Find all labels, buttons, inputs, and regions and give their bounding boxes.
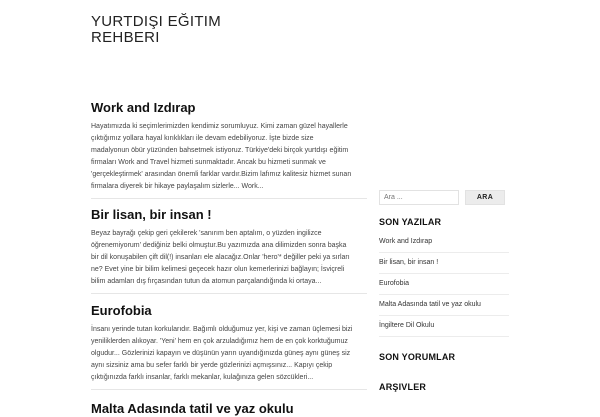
list-item — [379, 232, 509, 253]
search-button[interactable]: ARA — [465, 190, 505, 205]
excerpt-line: Beyaz bayrağı çekip geri çekilerek 'sanırım ben aptalım, o yüzden ingilizce — [91, 230, 322, 237]
site-title[interactable] — [91, 14, 221, 46]
list-item — [379, 253, 509, 274]
post-excerpt — [91, 324, 367, 384]
excerpt-line: öğrenemiyorum' dediğiniz belki olmuştur.Bu yazımızda ana dilimizden sonra başka — [91, 242, 347, 249]
excerpt-line: çıktığınızda farklı insanlar, farklı mekanlar, kulağınıza gelen sözcükleri... — [91, 374, 314, 381]
search-input[interactable] — [379, 190, 459, 205]
excerpt-line: çıktığımız yollara hayal kırıklıkları ile devam edebiliyoruz. İşte bizde size — [91, 135, 314, 142]
excerpt-line: madalyonun öbür yüzünden bahsetmek istiyoruz. Türkiye'deki birçok yurtdışı eğitim — [91, 147, 349, 154]
list-item — [379, 295, 509, 316]
post — [91, 293, 367, 389]
search-form — [379, 190, 509, 205]
excerpt-line: bir dil konuşabilen çift dil(!) insanları ele alacağız.Onlar 'hero'* değiller peki ya sırları — [91, 254, 350, 261]
main-content — [91, 100, 367, 417]
post-title[interactable]: Eurofobia — [91, 303, 152, 318]
excerpt-line: yeniliklerden alıkoyar. 'Yeni' hem en çok arzuladığımız hem de en çok korktuğumuz — [91, 338, 348, 345]
post — [91, 100, 367, 198]
excerpt-line: aynı sizsiniz ama bu sefer farklı bir yerde gözlerinizi açmışsınız... Kapıyı çekip — [91, 362, 333, 369]
recent-comments-title: SON YORUMLAR — [379, 352, 456, 362]
post-title[interactable]: Work and Izdırap — [91, 100, 196, 115]
recent-posts-title: SON YAZILAR — [379, 217, 442, 227]
recent-post-link[interactable]: Malta Adasında tatil ve yaz okulu — [379, 301, 481, 308]
list-item — [379, 274, 509, 295]
post-excerpt — [91, 121, 367, 193]
recent-post-link[interactable]: Work and Izdırap — [379, 238, 433, 245]
excerpt-line: firmaları Work and Travel hizmeti sunmaktadır. Ancak bu hizmeti sunmak ve — [91, 159, 326, 166]
excerpt-line: ne? Evet yine bir bilim kelimesi geçecek hazır olun kemerlerinizi bağlayın; İsviçreli — [91, 266, 345, 273]
excerpt-line: 'gerçekleştirmek' arasından önemli farklar vardır.Bizim lafımız kalitesiz hizmet sunan — [91, 171, 352, 178]
excerpt-line: firmalara diyerek bir hikaye paylaşalım sizlerle... Work... — [91, 183, 264, 190]
excerpt-line: olgudur... Gözlerinizi kapayın ve düşünün yarın uyandığınızda güneş aynı güneş siz — [91, 350, 351, 357]
recent-post-link[interactable]: Eurofobia — [379, 280, 409, 287]
archives-title: ARŞIVLER — [379, 382, 427, 392]
post — [91, 389, 367, 417]
recent-post-link[interactable]: İngiltere Dil Okulu — [379, 322, 435, 329]
site-title-line1[interactable]: YURTDIŞI EĞITIM — [91, 13, 222, 30]
list-item — [379, 316, 509, 337]
site-title-line2[interactable]: REHBERI — [91, 29, 160, 46]
post — [91, 198, 367, 293]
sidebar — [379, 190, 509, 392]
post-title[interactable]: Malta Adasında tatil ve yaz okulu — [91, 401, 294, 416]
post-excerpt — [91, 228, 367, 288]
recent-post-link[interactable]: Bir lisan, bir insan ! — [379, 259, 439, 266]
post-title[interactable]: Bir lisan, bir insan ! — [91, 207, 212, 222]
excerpt-line: İnsanı yerinde tutan korkularıdır. Bağımlı olduğumuz yer, kişi ve zaman üçlemesi bizi — [91, 326, 353, 333]
excerpt-line: bilim adamları dış fırçasından tutun da atomun parçalandığında ki ortaya... — [91, 278, 322, 285]
recent-posts-list — [379, 232, 509, 337]
excerpt-line: Hayatımızda ki seçimlerimizden kendimiz sorumluyuz. Kimi zaman güzel hayallerle — [91, 123, 348, 130]
